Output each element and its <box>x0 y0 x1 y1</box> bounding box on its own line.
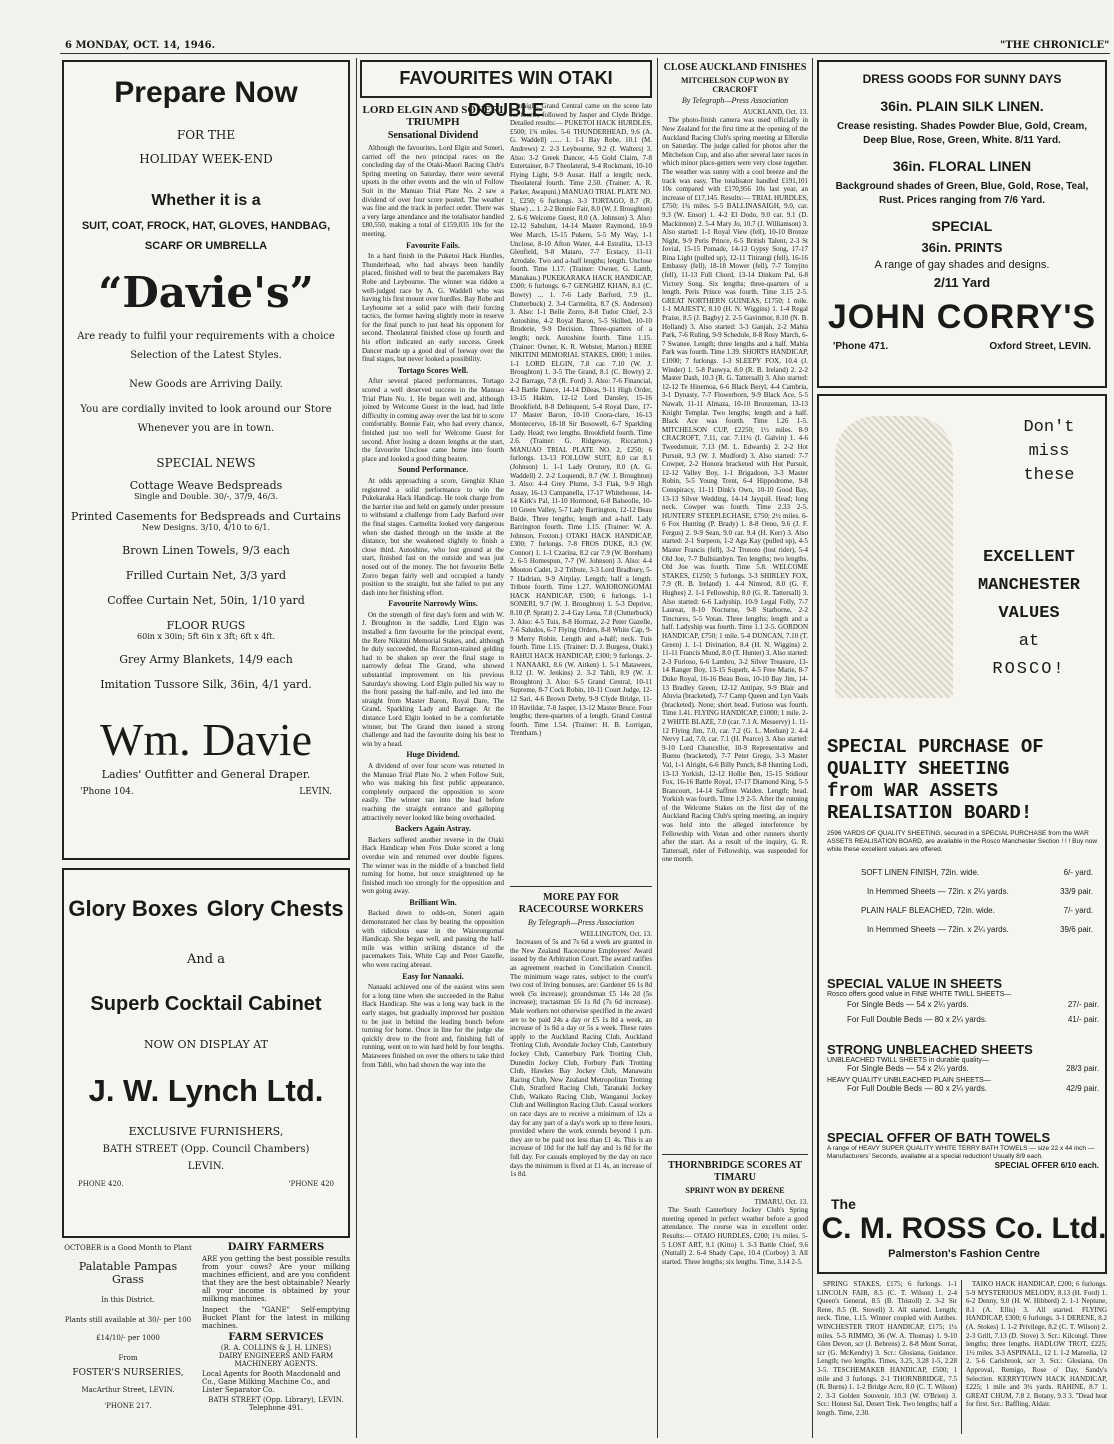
column-rule <box>812 58 813 1438</box>
ross-e2: MANCHESTER <box>977 576 1081 595</box>
otaki-head: Favourite Narrowly Wins. <box>388 599 478 609</box>
section-rule <box>510 886 652 887</box>
davies-ad <box>62 60 350 860</box>
item-name: Coffee Curtain Net, 50in, 1/10 yard <box>107 594 305 607</box>
header-rule <box>60 53 1110 54</box>
dairy-b: ARE you getting the best possible results from your cows? Are your milking machines efficient, and are you confident that they are the best obtainable? Nearly all your income is obtained by your milking machines. <box>202 1255 350 1303</box>
corry-title: DRESS GOODS FOR SUNNY DAYS <box>862 72 1062 86</box>
otaki-para: On the strength of first day's form and with W. J. Broughton in the saddle, Lord Elgin was installed a firm favourite for the principal event, the Rere Nikitini Memorial Stakes, and, although he duly succeeded, the Riccarton-trained gelding had to be shaken up over the final stage to narrowly defeat The Grand, who showed substantial improvement on his previous Saturday's showing. Lord Elgin pulled his way to the front passing the half-mile, and led into the straight from Master Baron, Royal Dare, The Grand, Sparkling Lady and Barrage. At the distance Lord Elgin looked to be a comfortable winner, but The Grand then issued a strong challenge and had the favourite doing his best to win by a head. <box>362 610 504 748</box>
ross-excellent <box>954 544 1104 684</box>
page-header-left: 6 MONDAY, OCT. 14, 1946. <box>65 40 216 51</box>
item-desc: New Designs. 3/10, 4/10 to 6/1. <box>142 523 270 532</box>
lynch-phones <box>64 1172 348 1188</box>
corry-phone: 'Phone 471. <box>833 341 889 352</box>
davies-town: LEVIN. <box>299 787 332 797</box>
ross-t3: these <box>1023 466 1075 485</box>
davies-item <box>64 653 348 666</box>
otaki-head: Huge Dividend. <box>406 750 460 760</box>
sheet-row <box>827 1015 1099 1024</box>
davies-brand: “Davie's” <box>98 268 314 317</box>
timaru-results-2 <box>966 1280 1107 1434</box>
sheet-desc: In Hemmed Sheets — 72in. x 2¼ yards. <box>867 925 1009 934</box>
otaki-subhead: LORD ELGIN AND SONERI TRIUMPH <box>362 104 504 128</box>
workers-place: WELLINGTON, Oct. 13. <box>580 929 652 938</box>
ross-sp3: from WAR ASSETS <box>827 780 999 802</box>
sheet-price: 42/9 pair. <box>1066 1084 1099 1093</box>
sheet-price: 7/- yard. <box>1063 906 1093 915</box>
item-desc: Single and Double. 30/-, 37/9, 46/3. <box>134 492 278 501</box>
item-name: Printed Casements for Bedspreads and Curtains <box>71 510 341 523</box>
dairy-e: (R. A. COLLINS & J. H. LINES) <box>220 1344 332 1352</box>
ross-su1: UNBLEACHED TWILL SHEETS in durable quality— <box>827 1057 989 1064</box>
davies-l5: SCARF OR UMBRELLA <box>144 240 268 252</box>
davies-item <box>64 594 348 607</box>
ross-name: C. M. ROSS Co. Ltd. <box>821 1212 1107 1245</box>
timaru-place: TIMARU, Oct. 13. <box>754 1197 808 1206</box>
timaru-title: THORNBRIDGE SCORES AT TIMARU <box>668 1160 802 1183</box>
corry-name: JOHN CORRY'S <box>827 298 1097 336</box>
davies-item <box>64 479 348 501</box>
auckland-article <box>662 60 808 1150</box>
item-name: Frilled Curtain Net, 3/3 yard <box>125 569 287 582</box>
timaru-text: The South Canterbury Jockey Club's Spring meeting opened in perfect weather before a good attendance. The course was in excellent order. Results:— OTAIO HURDLES, £200; 1¾ miles. 5-5 LOST ART, 9.1 (Kitto) 1. 3-3 Battle Chief, 9.6 (Nuttall) 2. 6-4 Shady Cape, 10.4 (Corboy) 3. All started. Three lengths; six lengths. Time, 3.14 2-5. <box>662 1206 808 1266</box>
davies-items <box>64 479 348 691</box>
otaki-head: Sound Performance. <box>397 465 469 475</box>
dairy-a: DAIRY FARMERS <box>227 1242 325 1253</box>
corry-g: A range of gay shades and designs. <box>874 259 1050 271</box>
item-name: Brown Linen Towels, 9/3 each <box>122 544 290 557</box>
ross-bt1: A range of HEAVY SUPER QUALITY WHITE TERRY BATH TOWELS — size 22 x 44 inch — Manufacturers' Seconds, available at a special reduction! Usually 8/9 each. <box>827 1145 1095 1160</box>
results-text: TAIKO HACK HANDICAP, £200; 6 furlongs. 5-9 MYSTERIOUS MELODY, 8.13 (H. Ford) 1. 6-2 Denny, 9.0 (H. W. Hibberd) 2. 1-1 Neptune, 8.1 (A. Ellis) 3. All started. FLYING HANDICAP, £300; 6 furlongs. 3-1 DERENE, 8.2 (A. Stokes) 1. 1-2 Privilege, 8.2 (C. T. Wilson) 2. 2-3 Grill, 7.13 (D. Stove) 3. Scr.: Kilcongl. Three lengths; three lengths. HADLOW TROT, £225; 1½ miles. 3-3 ASPINALL, 12 1. 1-2 Mareelia, 12 2. 5-6 Carisbrook, scr 3. Scr.: Glosiana, On Approval, Remigo, Rose o' Day, Sandy's Selection. KERRYTOWN HACK HANDICAP, £225; 1 mile and 3½ yards. RAHINE, 8.7 1. GREAT CHUM, 7.8 2. Botany, 9.3 3. "Dead heat for first. Scr.: Baffling, Aldair. <box>966 1280 1107 1409</box>
otaki-para: Backers suffered another reverse in the Otaki Hack Handicap when Fros Duke scored a long overdue win and returned over double figures. The winner was in the middle of a bunched field turning for home, but once straightened up he finished much too strongly for the opposition and won going away. <box>362 835 504 896</box>
davies-l4: SUIT, COAT, FROCK, HAT, GLOVES, HANDBAG, <box>81 220 331 232</box>
results-text: SPRING STAKES, £175; 6 furlongs. 1-1 LINCOLN FAIR, 8.5 (C. T. Wilson) 1. 2-4 Queen's General, 8.5 (B. Thistoll) 2. 3-2 Sir Rene, 8.5 (R. Stovell) 3. All started. Length; neck. Time, 1.15. Winner coupled with Autibes. WINCHESTER TROT HANDICAP, £175; 1¼ miles. 5-5 RIMMO, 36 (W. A. Thomas) 1. 9-10 Glen Devon, scr (J. Behrens) 2. 8-8 Mont Sorrat, scr (G. McKendry) 3. Scr.: Glosiana, Guidance. Length; two lengths. Times, 3.25, 3.28 1-5, 2.28 3-5. TESCHEMAKER HANDICAP, £500; 1 mile and 3 furlongs. 2-1 THORNBRIDGE, 7.5 (R. Burns) 1. 1-2 Bridge Acre, 8.0 (C. T. Wilson) 2. 3-3 Golden Souvenir, 10.3 (W. O'Brien) 3. Scr.: Honest Sal, Desert Trek. Two lengths; half a length. Time, 2.30. <box>817 1280 957 1417</box>
sheet-desc: SOFT LINEN FINISH, 72in. wide. <box>861 868 980 877</box>
otaki-head: Tortago Scores Well. <box>397 365 469 375</box>
fosters-f: From <box>118 1354 138 1362</box>
lynch-ad <box>62 868 350 1238</box>
corry-d-price: Prices ranging from 7/6 Yard. <box>906 195 1045 206</box>
lynch-p2: 'PHONE 420 <box>288 1180 334 1188</box>
sheet-desc: In Hemmed Sheets — 72in. x 2¼ yards. <box>867 887 1009 896</box>
ross-dont-miss <box>999 416 1099 488</box>
column-rule <box>961 1280 962 1434</box>
column-rule <box>356 58 357 1438</box>
sheet-row <box>827 1064 1099 1073</box>
ross-su: STRONG UNBLEACHED SHEETS <box>827 1042 1033 1057</box>
dairy-h: BATH STREET (Opp. Library), LEVIN. Telephone 491. <box>208 1396 344 1412</box>
sheet-price: 33/9 pair. <box>1060 887 1093 896</box>
ross-towels <box>827 1130 1099 1170</box>
otaki-head: Brilliant Win. <box>409 897 457 907</box>
lynch-p1: PHONE 420. <box>78 1180 124 1188</box>
sheet-price: 27/- pair. <box>1067 1000 1099 1009</box>
otaki-para: In a hard finish in the Puketoi Hack Hurdles, Thunderhead, who had always been handily placed, finished well to beat the pacemakers Bay Robe and Leybourne. The winner was ridden a well-judged race by A. G. Waddell who was having his first mount over hurdles. Bay Robe and Leybourne set a solid pace with their forcing tactics, the former having slightly more in reserve for the final punch to just head his opponent for second. Theolateral finished close up fourth and his effort indicated an early success. Greek Dancer made up a good deal of leeway over the final stages, but never looked a possibility. <box>362 252 504 364</box>
sheet-row <box>827 1000 1099 1009</box>
otaki-head: Favourite Fails. <box>406 240 460 250</box>
timaru-subhead: SPRINT WON BY DERENE <box>685 1186 785 1195</box>
davies-title: Prepare Now <box>114 76 298 109</box>
davies-item <box>64 510 348 532</box>
davies-l6: Are ready to fulfil your requirements with a choice <box>77 331 335 342</box>
ross-su3: HEAVY QUALITY UNBLEACHED PLAIN SHEETS— <box>827 1077 991 1084</box>
corry-b-text: Crease resisting. Shades Powder Blue, Gold, Cream, Deep Blue, Rose, Green, White. <box>836 121 1088 146</box>
lynch-b: Glory Chests <box>206 896 344 921</box>
sheet-row <box>825 906 1099 915</box>
davies-l2: HOLIDAY WEEK-END <box>139 152 273 166</box>
corry-e: SPECIAL <box>931 218 993 234</box>
auckland-text: The photo-finish camera was used officially in New Zealand for the first time at the opening of the Auckland Racing Club's spring meeting at Ellerslie on Saturday. The judge called for photos after the Mitchelson Cup, and also after several later races in which minor place-getters were very close together. The weather was sunny with a cool breeze and the track was easy. The totalisator handled £191,101 10s compared with £170,956 10s last year, an increase of £17,145. Results:— TRIAL HURDLES, £750; 1¾ miles. 5-5 BALLINASAIGH, 9.0, car. 9.3 (W. Ensor) 1. 4-2 El Dodo, 9.0 car. 9.1 (D. Mackinnon) 2. 5-4 Mary Jo, 10.7 (J. Williamson) 3. Also started: 1-1 Royal View (fell), 10-10 Bronze Night, 9-9 Peris Prince, 6-5 British Talent, 2-3 St Jovial, 15-15 Pomade, 14-13 Gypsy Song, 17-17 Rina Light (pulled up), 12-11 Titirangi (fell), 16-16 Embassy (fell), 18-18 Mower (fell), 7-7 Tonyjito (fell), 11-13 Full Chord, 13-14 Dinkum Pal, 6-8 Victory Song. Six lengths; three-quarters of a length. Peris Prince was fourth. Time 3.15 2-5. GREAT NORTHERN GUINEAS, £1750; 1 mile. 1-1 MAJESTY, 8.10 (H. N. Wiggins) 1. 1-4 Regal Praise, 8.5 (J. Bagby) 2. 2-5 Gavinmor, 8.10 (N. B. Holland) 3. Also started: 3-3 Ganjah, 2-2 Mahia Park, 7-6 Ruling, 9-9 Schedule, 8-8 Rosy March, 6-7 Swanee. Length; three lengths and a half. Mahia Park was fourth. Time 1.39. SHORTS HANDICAP, £1000; 7 furlongs. 1-3 SLEEPY FOX, 10.4 (J. Winder) 1. 5-8 Pauwya, 8.0 (R. B. Ireland) 2. 2-2 Master Dash, 10.3 (R. G. Tattersall) 3. Also started: 12-12 Te Hinemoa, 6-6 Black Beryl, 4-4 Cambria, 3-1 Dynasty, 7-7 Flowerborn, 9-9 Black Ace, 5-5 Nawab, 11-11 Almaza, 10-10 Bronzeman, 13-13 Knight Templar. Two lengths; length and a half. Black Ace was fourth. Time 1.26 1-5. MITCHELSON CUP, £2250; 1½ miles. 8-9 CRACROFT, 7.11, car. 7.11½ (I. Galvin) 1. 4-6 Tweedsmuir, 7.13 (M. L. Edwards) 2. 2-2 Hot Pursuit, 9.3 (W. J. Mudford) 3. Also started: 7-7 Cowper, 2-2 Honora bracketed with Hot Pursuit, 12-12 Valley Boy, 1-1 Brigadoon, 3-3 Master Robin, 5-5 Young Trent, 6-4 Hippodrome, 9-8 Conspiracy, 11-11 Dink's Own, 10-10 Good Bay, 13-13 Silver Wedding, 14-14 Jayquil. Head; long neck. Cowper was fourth. Time 2.33 2-5. HUNTERS' STEEPLECHASE, £750; 2½ miles. 6-6 Fox Hunting (P. Brady) 1. 8-8 Oeno, 9.6 (J. F. Fergus) 2. 9-9 Sean, 9.0 car. 9.4 (H. Kerr) 3. Also started: 2-1 Surpeon, 1-2 Aga Kay (pulled up), 4-5 Master Francis (fell), 3-2 Tronoto (lost rider), 5-4 Old Joe, 7-7 Bullsianbyn. Ten lengths; two lengths. Old Joe was fourth. Time 5.8. WELCOME STAKES, £1250; 5 furlongs. 3-3 SHIRLEY FOX, 7.9 (R. B. Ireland) 1. 4-4 Nimrod, 8.0 (G. F. Hughes) 2. 1-1 Fellowship, 8.0 (G. R. Tattersall) 3. Also started: 6-6 Ladyship, 10-9 Legal Folly, 7-7 Laureat, 8-10 Nocturne, 9-8 Starborne, 2-2 Tinctures, 5-5 Votan. Three lengths; length and a half. Ladyship was fourth. Time 1.1 2-5. GORDON HANDICAP, £750; 1 mile. 5-4 DUNCAN, 7.10 (T. Green) 1. 1-1 Divination, 8.4 (H. N. Wiggins) 2. 11-11 Francis Mund, 8.0 (T. Hunter) 3. Also started: 2-3 Furioso, 6-6 Lambro, 3-2 Silver Treasure, 13-14 Ranger Boy, 13-15 Superb, 4-5 Free Marie, 8-7 Duke Royal, 16-16 Beau Boss, 10-10 Bay Jim, 14-13 Bradley Green, 12-12 Antipay, 9-9 Blair and Aluvia (bracketed), 7-7 Camp Queen and Lyn Vaals (bracketed). None; short head. Furioso was fourth. Time 1.41. FLYING HANDICAP, £1000; 1 mile. 2-2 WHITE BLAZE, 7.0 (car. 7.1 A. Messervy) 1. 11-12 Flying Jim, 7.0, car. 7.2 (G. L. Meehan) 2. 4-4 Nervy Lad, 7.0, car. 7.1 (H. Pearce) 3. Also started: 9-10 Lord Chancellor, 10-9 Representative and Bueno (bracketed), 7-7 Peter Grego, 3-3 Master Val, 1-1 Alright, 6-6 Billy Punch, 8-8 Hunting Lodi, 13-13 Yorkish, 12-12 Hollie Ben, 15-15 Stidiour Fox, 16-16 Battle Royal, 17-17 Diamond King, 5-5 Brancourt, 14-14 Saffron Walden. Length; head. Yorkish was fourth. Time 1.9 2-5. After the running of the Welcome Stakes on the first day of the Auckland Racing Club's spring meeting, an inquiry was held into the alleged interference by Fellowship with Votan and other runners shortly after the start. As a result of the inquiry, G. R. Tattersall, rider of Fellowship, was suspended for one month. <box>662 116 808 864</box>
otaki-results <box>510 102 652 882</box>
sheet-desc: For Single Beds — 54 x 2¼ yards. <box>847 1000 969 1009</box>
otaki-subhead-2: Sensational Dividend <box>387 130 479 141</box>
ross-offer <box>827 1161 1099 1170</box>
davies-item <box>64 619 348 641</box>
ross-sv1: Rosco offers good value in FINE WHITE TWILL SHEETS— <box>827 991 1012 998</box>
timaru-article <box>662 1158 808 1434</box>
otaki-column-1 <box>362 102 504 1434</box>
ross-unbleached <box>827 1042 1099 1093</box>
ross-e1: EXCELLENT <box>983 548 1075 567</box>
corry-contact <box>819 337 1105 352</box>
corry-c: 36in. FLORAL LINEN <box>892 158 1032 174</box>
ross-bt: SPECIAL OFFER OF BATH TOWELS <box>827 1130 1051 1145</box>
otaki-headline: FAVOURITES WIN OTAKI DOUBLE <box>360 60 652 98</box>
dairy-g: Local Agents for Booth Macdonald and Co., Gane Milking Machine Co., and Lister Separator Co. <box>202 1370 341 1394</box>
davies-special: SPECIAL NEWS <box>156 456 256 470</box>
otaki-head: Backers Again Astray. <box>395 824 471 834</box>
ross-ad <box>817 394 1107 1274</box>
corry-addr: Oxford Street, LEVIN. <box>989 341 1091 352</box>
auckland-subhead: MITCHELSON CUP WON BY CRACROFT <box>680 76 790 94</box>
ross-sp2: QUALITY SHEETING <box>827 758 1010 780</box>
davies-l3: Whether it is a <box>151 192 261 209</box>
dairy-d: FARM SERVICES <box>228 1332 324 1343</box>
sheet-row <box>825 925 1099 934</box>
sheet-price: 28/3 pair. <box>1066 1064 1099 1073</box>
davies-item <box>64 678 348 691</box>
otaki-head: Easy for Nanaaki. <box>402 971 464 981</box>
lynch-e: EXCLUSIVE FURNISHERS, <box>128 1125 284 1138</box>
ross-t2: miss <box>1028 442 1070 461</box>
ross-t1: Don't <box>1023 418 1075 437</box>
sheet-row <box>825 887 1099 896</box>
fosters-a: OCTOBER is a Good Month to Plant <box>64 1244 192 1252</box>
fosters-h: MacArthur Street, LEVIN. <box>81 1386 175 1394</box>
ross-sv: SPECIAL VALUE IN SHEETS <box>827 976 1003 991</box>
davies-item <box>64 544 348 557</box>
ross-sp4: REALISATION BOARD! <box>827 802 1033 824</box>
sheet-desc: For Full Double Beds — 80 x 2¼ yards. <box>847 1015 988 1024</box>
otaki-para: Backed down to odds-on, Soneri again demonstrated her class by beating the opposition with ridiculous ease in the Waiorongomai Handicap. She began well, and passing the half-mile was within striking distance of the pacemakers Tuis, White Cap and Peter Gazelle, who were racing abreast. <box>362 909 504 970</box>
item-desc: 60in x 30in; 5ft 6in x 3ft; 6ft x 4ft. <box>137 632 275 641</box>
ross-e4: at <box>1018 632 1040 651</box>
auckland-by: By Telegraph—Press Association <box>681 96 789 106</box>
davies-l10: Whenever you are in town. <box>137 423 275 434</box>
ross-sp1: SPECIAL PURCHASE OF <box>827 736 1044 758</box>
sheet-price: 6/- yard. <box>1063 868 1093 877</box>
otaki-para: Although the favourites, Lord Elgin and Soneri, carried off the two principal races on the concluding day of the Otaki-Maori Racing Club's Spring meeting on Saturday, there were several upsets in the other events and the win of Follow Suit in the Manuao Trial Plate No. 2 saw a dividend of over four score posted. The weather was fine and the track in perfect order. There was a very large attendance and the totalisator handled £80,550, making a total of £159,035 10s for the meeting. <box>362 144 504 238</box>
sheet-row <box>827 1084 1099 1093</box>
corry-b-price: 8/11 Yard. <box>1014 135 1061 146</box>
otaki-para: After several placed performances, Tortago scored a well deserved success in the Manuao Trial Plate No. 1. He began well and, although joined by Welcome Guest in the lead, had little difficulty in coming away over the last bit to score comfortably. Bonnie Fair, who had every chance, finished just too well for Welcome Guest for second. After losing a dozen lengths at the start, the favourite Unclose came home into fourth place and looked a good thing beaten. <box>362 377 504 463</box>
sheet-desc: PLAIN HALF BLEACHED, 72in. wide. <box>861 906 995 915</box>
davies-sub: Ladies' Outfitter and General Draper. <box>101 768 311 781</box>
column-rule <box>657 58 658 1438</box>
ross-e3: VALUES <box>998 604 1060 623</box>
corry-d-text: Background shades of Green, Blue, Gold, Rose, Teal, Rust. <box>835 181 1089 206</box>
corry-b <box>819 120 1105 148</box>
sheet-price: 41/- pair. <box>1067 1015 1099 1024</box>
corry-a: 36in. PLAIN SILK LINEN. <box>880 98 1044 114</box>
davies-phone: 'Phone 104. <box>80 787 134 797</box>
davies-l7: Selection of the Latest Styles. <box>130 350 282 361</box>
workers-title: MORE PAY FOR RACECOURSE WORKERS <box>518 892 644 915</box>
lynch-a: Glory Boxes <box>68 896 198 921</box>
lynch-f: BATH STREET (Opp. Council Chambers) <box>102 1144 310 1155</box>
corry-f: 36in. PRINTS <box>921 240 1003 255</box>
auckland-place: AUCKLAND, Oct. 13. <box>742 107 808 116</box>
item-name: Cottage Weave Bedspreads <box>129 479 283 492</box>
fosters-e: £14/10/- per 1000 <box>96 1334 160 1342</box>
ross-sheeting-list <box>825 866 1099 934</box>
lynch-row <box>64 896 348 922</box>
ross-intro: 2596 YARDS OF QUALITY SHEETING, secured in a SPECIAL PURCHASE from the WAR ASSETS REALISATION BOARD, are available in the Rosco Manchester Section ! ! ! Buy now while these excellent values are offered. <box>827 830 1098 853</box>
sheet-price: 39/6 pair. <box>1060 925 1093 934</box>
corry-h: 2/11 Yard <box>933 275 991 290</box>
item-name: Grey Army Blankets, 14/9 each <box>119 653 293 666</box>
davies-item <box>64 569 348 582</box>
davies-name: Wm. Davie <box>99 714 313 765</box>
fosters-ad <box>62 1244 194 1434</box>
otaki-results-text: straight. Grand Central came on the scene late for fourth, followed by Jasper and Clyde Bridge. Detailed results:— PUKETOI HACK HURDLES, £500; 1¾ miles. 5-6 THUNDERHEAD, 9.6 (A. G. Waddell) ...... 1. 1-1 Bay Robe, 10.1 (M. Andrews) 2. 2-3 Leybourne, 9.2 (I. Walters) 3. Also: 3-2 Greek Dancer, 4-5 Gold Claim, 7-8 Entertainer, 8-7 Theolateral, 9-4 Rockmani, 10-10 Flying Light, 9-9 Ausar. Half a length; neck. Theolateral fourth. Time 2.50. (Trainer: A. R. Parker, Awapuni.) MANUAO TRIAL PLATE NO. 1, £250; 6 furlongs. 3-3 TORTAGO, 8.7 (R. Shaw) ... 1. 2-2 Bonnie Fair, 8.0 (W. J. Broughton) 2. 6-6 Welcome Guest, 8.0 (A. Johnson) 3. Also: 12-12 Sabulum, 14-14 Master Raymond, 10-9 Wee March, 15-15 Pukere, 5-5 My Way, 1-1 Unclose, 8-10 Afton Water, 4-4 Estralita, 13-13 Glenfield, 9-8 Mataro, 7-7 Ecstacy, 11-11 Arrodale. Two and a-half lengths; length. Unclose fourth. Time 1.17. (Trainer: Owner, G. Lamb, Manakau.) PUKEKARAKA HACK HANDICAP, £500; 6 furlongs. 6-7 GENGHIZ KHAN, 8.1 (C. Bowry) ... 1. 7-6 Lady Barford, 7.9 (L. Clutterbuck) 2. 3-4 Carmelita, 8.7 (S. Anderson) 3. Also: 1-1 Belle Zorro, 8-8 Tudor Chief, 2-3 Autoshine, 4-2 Royal Baron, 5-5 Skilled, 10-10 Broderie, 9-9 Decision. Three-quarters of a length; neck. Autoshine fourth. Time 1.15. (Trainer: Owner, K. R. Webster, Marton.) RERE NIKITINI MEMORIAL STAKES, £800; 1 miles. 1-1 LORD ELGIN, 7.8 car. 7.10 (W. J. Broughton) 1. 3-5 The Grand, 8.1 (C. Bowry) 2. 2-2 Barrage, 7.8 (R. Ford) 3. Also: 7-6 Financial, 4-3 Battle Dance, 14-14 Dileas, 9-11 High Order, 13-15 Hakim, 12-12 Lord Dansley, 15-16 Brookfield, 8-8 Delinquent, 5-4 Royal Dare, 17-17 Master Baron, 10-10 Coora-clare, 16-13 Montecervo, 18-18 Sir Bosowell, 6-7 Sparkling Lady. Head; two lengths. Brookfield fourth. Time 2.6. (Trainer: G. Ridgeway, Riccarton.) MANUAO TRIAL PLATE NO. 2, £250; 6 furlongs. 13-13 FOLLOW SUIT, 8.0 car 8.1 (Johnson) 1. 1-1 Lady Orutory, 8.0 (A. G. Waddell) 2. 2-2 Loquendi, 8.7 (W. J. Broughton) 3. Also: 4-4 Grey Plume, 3-3 Flak, 9-9 High Assay, 16-13 Campanella, 17-17 Whitehouse, 14-14 Kirk's Pal, 11-10 Hormond, 6-8 Balseolle, 10-10 Green Valley, 5-7 Lady Barrington, 12-12 Beau Baide. Three lengths; length and a-half. Lady Barrington fourth. Time 1.15. (Trainer: W. A. Johnson, Foxton.) OTAKI HACK HANDICAP, £300; 7 furlongs. 7-8 FROS DUKE, 8.3 (W. Connor) 1. 1-1 Czarina, 8.2 car 7.9 (W. Boreham) 2. 6-5 Homespun, 7-7 (W. Johnson) 3. Also: 4-4 Mouton Cadet, 2-2 Tribute, 3-3 Lord Bradbury, 5-7 Hadrian, 9-9 Airplay. Length; half a length. Tribute fourth. Time 1.27. WAIORONGOMAI HACK HANDICAP, £500; 6 furlongs. 1-1 SONERI, 9.7 (W. J. Broughton) 1. 5-3 Deprive, 8.10 (P. Spratt) 2. 2-4 Gay Lena, 7.8 (Clutterbuck) 3. Also: 4-5 Tuis, 8-8 Hormaz, 2-2 Peter Gazelle, 7-6 Saludos, 6-7 Flying Orders, 8-8 White Cap, 9-9 Merry Robin. Length and a-half; neck. Tuis fourth. Time 1.15. (Trainer: D. J. Burgess, Otaki.) RAHUI HACK HANDICAP, £300; 9 furlongs. 2-1 NANAAKI, 8.6 (W. Aitken) 1. 5-1 Matawees, 8.12 (J. W. Jenkins) 2. 3-2 Tahli, 8.9 (W. J. Broughton) 3. Also: 6-5 Grand Central, 10-11 Supreme, 8-7 Cock Robin, 10-11 Court Judge, 12-12 Sari, 4-6 Brown Derby, 9-9 Clyde Bridge, 11-10 Havildar, 7-8 Jasper, 13-12 Master Bruce. Four lengths; three-quarters of a length. Grand Central fourth. Time 1.54. (Trainer: H. B. Lorrigan, Trentham.) <box>510 102 652 738</box>
lynch-and: And a <box>187 952 225 967</box>
otaki-para: At odds approaching a score, Genghiz Khan registered a solid performance to win the Pukekaraka Hack Handicap. He took charge from the barrier rise and held on gamely under pressure to withstand a challenge from Lady Barford over the final stages. Carmelita looked very dangerous when she dashed through on the inside at the distance, but she weakened slightly to finish a close third. Autoshine, who lost ground at the start, finished fast on the outside and was just nosed out of the money. The hot favourite Belle Zorro began fairly well and occupied a handy position to the straight, but she failed to put any dash into her finishing effort. <box>362 476 504 597</box>
fosters-b: Palatable Pampas Grass <box>78 1260 178 1286</box>
workers-by: By Telegraph—Press Association <box>527 918 635 927</box>
fosters-g: FOSTER'S NURSERIES, <box>72 1368 184 1378</box>
item-name: Imitation Tussore Silk, 36in, 4/1 yard. <box>100 678 312 691</box>
sheet-desc: For Single Beds — 54 x 2¼ yards. <box>847 1064 969 1073</box>
ross-sub: Palmerston's Fashion Centre <box>888 1248 1040 1260</box>
lynch-d: NOW ON DISPLAY AT <box>144 1038 268 1051</box>
lynch-g: LEVIN. <box>187 1161 225 1172</box>
fosters-i: 'PHONE 217. <box>104 1402 152 1410</box>
ross-special-purchase <box>827 736 1099 824</box>
lynch-name: J. W. Lynch Ltd. <box>88 1073 324 1108</box>
davies-contact <box>64 781 348 797</box>
fosters-c: In this District. <box>101 1296 155 1304</box>
illustration-woman <box>835 416 953 698</box>
lynch-c: Superb Cocktail Cabinet <box>90 993 322 1015</box>
otaki-para: A dividend of over four score was returned in the Manuao Trial Plate No. 2 when Follow Suit, who was making his first public appearance, completely outpaced the opposition to score easily. The winner ran into the lead before reaching the straight entrance and galloping attractively never looked like being overhauled. <box>362 761 504 822</box>
workers-text: Increases of 5s and 7s 6d a week are granted in the New Zealand Racecourse Employees' Award issued by the Arbitration Court. The award ratifies an agreement reached in Conciliation Council. The minimum wage rates, subject to the court's two cost of living bonuses, are: Gardener £6 1s 8d week (5s increase); groundsman £5 14s 2d (5s increase); tractasman £6 1s 8d (7s 6d increase). Male workers not otherwise specified in the award are to be paid 24s a day or £5 1s 8d a week, an increase of 1s 8d a day or 5s a week. These rates apply to the Auckland Racing Club, Auckland Trotting Club, Avondale Jockey Club, Canterbury Jockey Club, Canterbury Park Trotting Club, Dunedin Jockey Club, Forbury Park Trotting Club, Hawkes Bay Jockey Club, Manawatu Racing Club, New Zealand Metropolitan Trotting Club, Stratford Racing Club, Taranaki Jockey Club, Waikato Racing Club, Wanganui Jockey Club and Wellington Racing Club. Casual workers on race days are to receive a minimum of 12s a day for any part of a day's work up to three hours, provided where the work extends beyond 1 p.m. they are to be paid not less than £1 4s. This is an increase of 10d for the half day and 1s 8d for the full day. For casuals employed by the day on race days the minimum is fixed at £1 4s, an increase of 1s 8d. <box>510 938 652 1179</box>
workers-article <box>510 890 652 1434</box>
ross-bt2p: 6/10 each. <box>1060 1161 1099 1170</box>
davies-l8: New Goods are Arriving Daily. <box>129 379 283 390</box>
davies-l9: You are cordially invited to look around our Store <box>80 404 332 415</box>
ross-bt2: SPECIAL OFFER <box>994 1161 1059 1170</box>
sheet-row <box>825 868 1099 877</box>
auckland-title: CLOSE AUCKLAND FINISHES <box>663 62 807 73</box>
ross-the: The <box>831 1196 856 1212</box>
corry-d <box>819 180 1105 208</box>
davies-l1: FOR THE <box>176 128 236 142</box>
fosters-d: Plants still available at 30/- per 100 <box>64 1316 192 1324</box>
dairy-f: DAIRY ENGINEERS AND FARM MACHINERY AGENTS. <box>218 1352 334 1368</box>
page-header-right: "THE CHRONICLE" <box>1000 40 1110 51</box>
dairy-c: Inspect the "GANE" Self-emptying Bucket Plant for the latest in milking machines. <box>202 1306 350 1330</box>
corry-ad <box>817 60 1107 388</box>
dairy-ad <box>202 1244 350 1434</box>
ross-e5: ROSCO! <box>992 660 1066 679</box>
otaki-para: Nanaaki achieved one of the easiest wins seen for a long time when she succeeded in the Rahui Hack Handicap. She was a long way back in the early stages, but gradually improved her position to be just in behind the leading bunch before turning for home. Once in line for the judge she quickly drew to the front and, finishing full of running, went on to win hard held by four lengths. Matawees finished on over the others to take third from Tahli, who had shown the way into the <box>362 983 504 1069</box>
section-rule <box>662 1154 808 1155</box>
item-name: FLOOR RUGS <box>166 619 246 632</box>
ross-special-value <box>827 976 1099 1024</box>
timaru-results-1 <box>817 1280 957 1434</box>
sheet-desc: For Full Double Beds — 80 x 2¼ yards. <box>847 1084 988 1093</box>
